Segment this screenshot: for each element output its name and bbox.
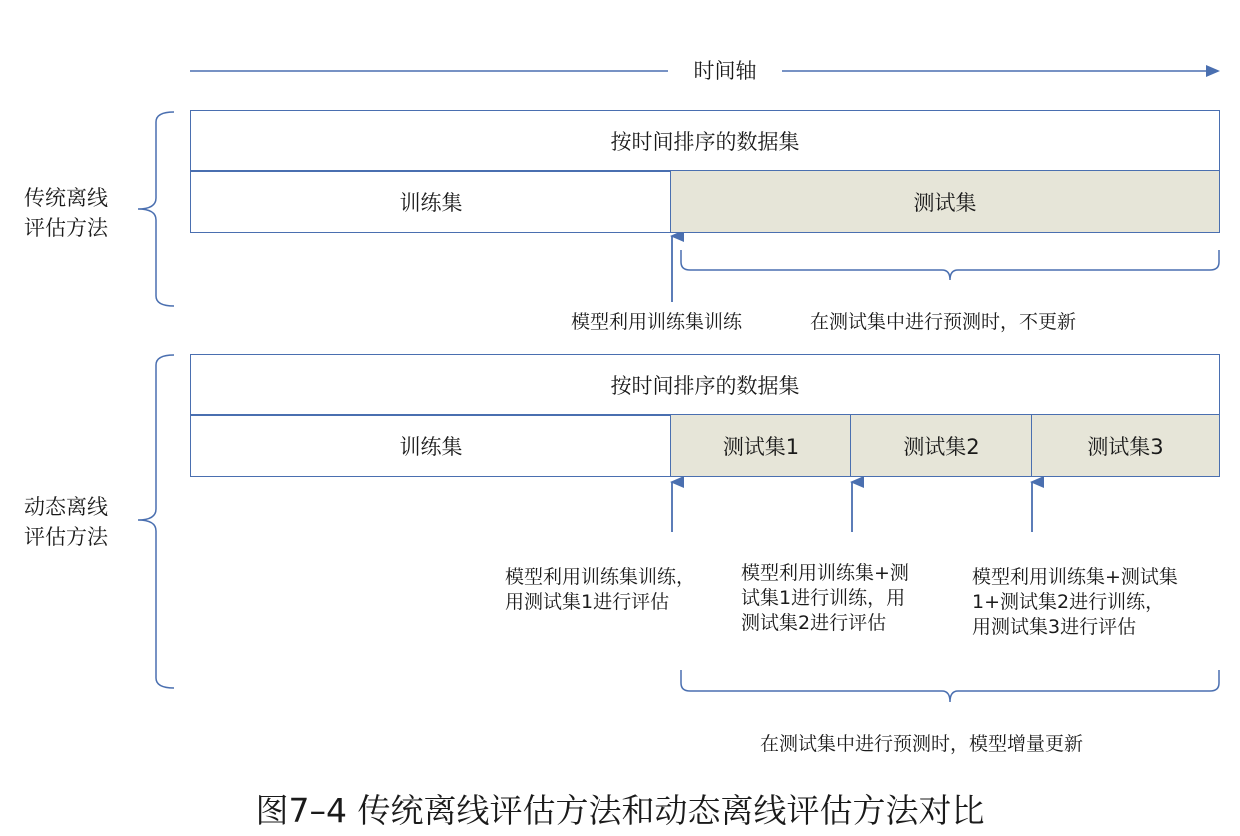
dynamic-train-box: 训练集: [190, 414, 672, 477]
dynamic-note-3-line1: 模型利用训练集+测试集: [972, 566, 1178, 588]
dynamic-note-bottom: 在测试集中进行预测时，模型增量更新: [760, 733, 1084, 755]
dynamic-note-3-line2: 1+测试集2进行训练，: [972, 591, 1165, 613]
traditional-note-test: 在测试集中进行预测时，不更新: [810, 311, 1077, 333]
dynamic-test-box-1: 测试集1: [670, 414, 852, 477]
dynamic-note-2-line1: 模型利用训练集+测: [741, 562, 909, 584]
dynamic-note-2-line2: 试集1进行训练，用: [741, 587, 906, 609]
traditional-note-train: 模型利用训练集训练: [571, 311, 743, 333]
dynamic-note-2-line3: 测试集2进行评估: [741, 612, 887, 634]
traditional-side-label-line2: 评估方法: [24, 216, 108, 240]
traditional-train-box: 训练集: [190, 170, 672, 233]
figure-caption: 图7–4 传统离线评估方法和动态离线评估方法对比: [255, 791, 985, 830]
dynamic-note-3-line3: 用测试集3进行评估: [972, 616, 1137, 638]
dynamic-test-brace: [681, 670, 1219, 702]
dynamic-test-box-2: 测试集2: [850, 414, 1033, 477]
traditional-dataset-box: 按时间排序的数据集: [190, 110, 1220, 172]
traditional-side-label-line1: 传统离线: [24, 186, 108, 210]
traditional-left-brace: [138, 112, 174, 306]
dynamic-note-1: [505, 565, 695, 615]
dynamic-note-1-line1: 模型利用训练集训练，: [505, 566, 696, 588]
traditional-test-brace: [681, 250, 1219, 280]
dynamic-test-box-3: 测试集3: [1031, 414, 1220, 477]
dynamic-left-brace: [138, 355, 174, 688]
traditional-side-label: [24, 183, 108, 243]
dynamic-note-2: [741, 561, 909, 636]
dynamic-note-3: [972, 565, 1178, 640]
dynamic-dataset-box: 按时间排序的数据集: [190, 354, 1220, 416]
time-axis-label: 时间轴: [693, 59, 757, 83]
dynamic-side-label-line1: 动态离线: [24, 495, 108, 519]
dynamic-note-1-line2: 用测试集1进行评估: [505, 591, 670, 613]
traditional-test-box: 测试集: [670, 170, 1220, 233]
dynamic-side-label: [24, 492, 108, 552]
dynamic-side-label-line2: 评估方法: [24, 525, 108, 549]
